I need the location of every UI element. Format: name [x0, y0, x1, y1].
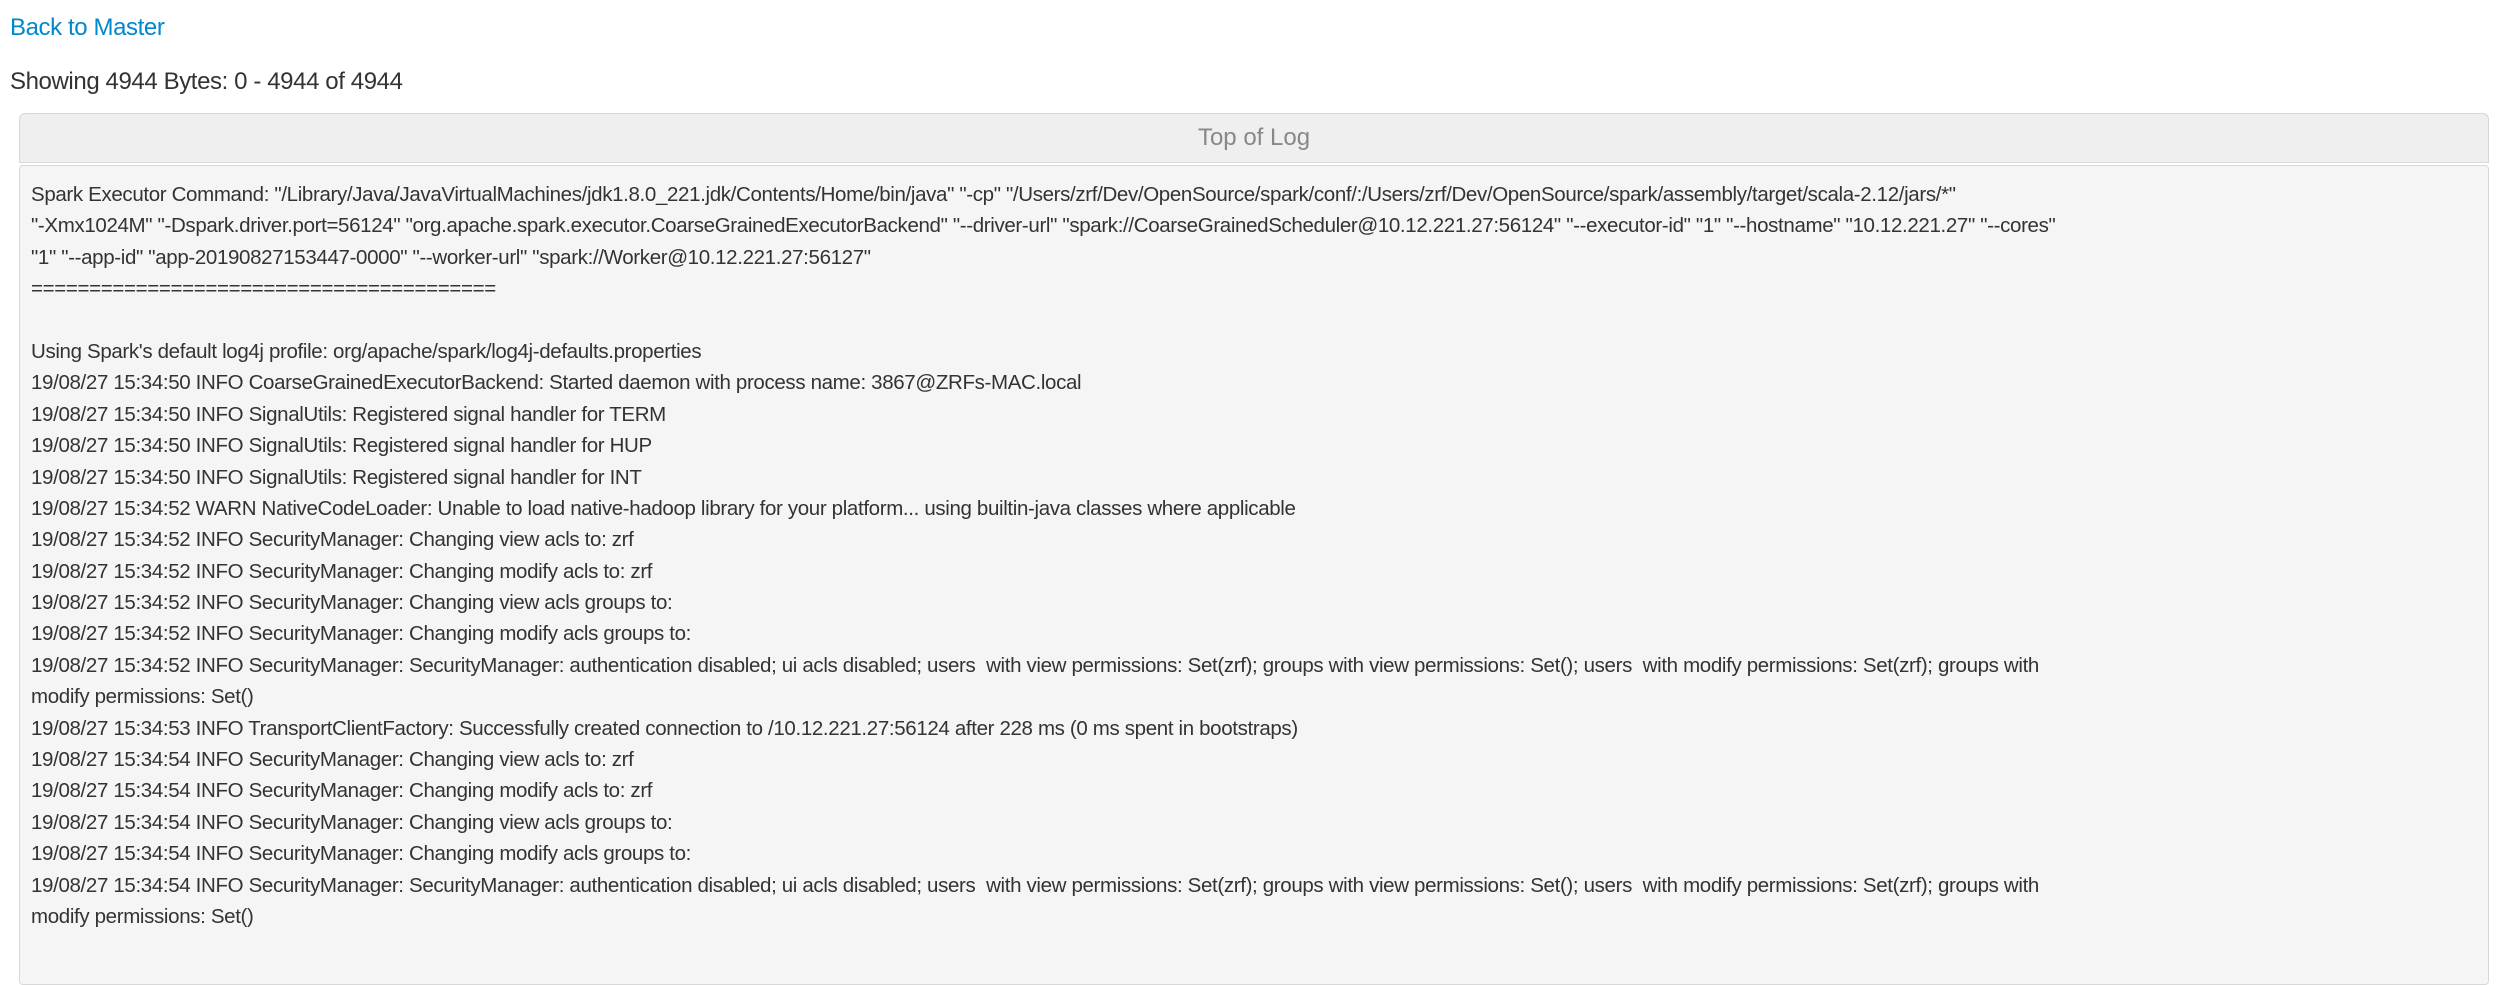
log-line: 19/08/27 15:34:50 INFO SignalUtils: Registered signal handler for HUP: [31, 434, 652, 458]
log-line: "-Xmx1024M" "-Dspark.driver.port=56124" "org.apache.spark.executor.CoarseGrainedExecutorBackend" "--driver-url" "spark://CoarseGrainedScheduler@10.12.221.27:56124" "--executor-id" "1" "--hostname" "10.12.221.27" "--cores": [31, 214, 2056, 238]
byte-range-status: Showing 4944 Bytes: 0 - 4944 of 4944: [10, 68, 403, 95]
log-line: 19/08/27 15:34:54 INFO SecurityManager: Changing modify acls groups to:: [31, 842, 697, 866]
top-of-log-button[interactable]: Top of Log: [19, 113, 2489, 163]
log-line: Using Spark's default log4j profile: org/apache/spark/log4j-defaults.properties: [31, 339, 702, 363]
log-line: modify permissions: Set(): [31, 685, 254, 709]
log-line: 19/08/27 15:34:52 INFO SecurityManager: Changing view acls groups to:: [31, 591, 678, 615]
log-line: 19/08/27 15:34:50 INFO SignalUtils: Registered signal handler for TERM: [31, 402, 666, 426]
back-to-master-link[interactable]: Back to Master: [10, 14, 165, 41]
log-line: 19/08/27 15:34:52 INFO SecurityManager: Changing modify acls to: zrf: [31, 559, 653, 583]
log-line: [31, 305, 2477, 336]
log-line: "1" "--app-id" "app-20190827153447-0000" "--worker-url" "spark://Worker@10.12.221.27:56127": [31, 245, 871, 269]
log-content: [19, 165, 2489, 985]
log-line: 19/08/27 15:34:54 INFO SecurityManager: SecurityManager: authentication disabled; ui acls disabled; users with view permissions: Set(zrf); groups with view permissions: Set(); users with modify permissions: Set(zrf); groups with: [31, 873, 2039, 897]
log-line: 19/08/27 15:34:52 INFO SecurityManager: Changing modify acls groups to:: [31, 622, 697, 646]
log-line: 19/08/27 15:34:52 INFO SecurityManager: Changing view acls to: zrf: [31, 528, 634, 552]
log-line: 19/08/27 15:34:54 INFO SecurityManager: Changing view acls to: zrf: [31, 748, 634, 772]
log-line: 19/08/27 15:34:52 WARN NativeCodeLoader: Unable to load native-hadoop library for your platform... using builtin-java classes where applicable: [31, 496, 1296, 520]
log-line: 19/08/27 15:34:54 INFO SecurityManager: Changing modify acls to: zrf: [31, 779, 653, 803]
log-line: Spark Executor Command: "/Library/Java/JavaVirtualMachines/jdk1.8.0_221.jdk/Contents/Home/bin/java" "-cp" "/Users/zrf/Dev/OpenSource/spark/conf/:/Users/zrf/Dev/OpenSource/spark/assembly/target/scala-2.12/jars/*": [31, 183, 1956, 206]
log-line: 19/08/27 15:34:50 INFO CoarseGrainedExecutorBackend: Started daemon with process name: 3867@ZRFs-MAC.local: [31, 371, 1082, 395]
log-line: modify permissions: Set(): [31, 904, 254, 928]
log-line: 19/08/27 15:34:53 INFO TransportClientFactory: Successfully created connection to /10.12.221.27:56124 after 228 ms (0 ms spent in bootstraps): [31, 716, 1298, 740]
log-line: 19/08/27 15:34:54 INFO SecurityManager: Changing view acls groups to:: [31, 810, 678, 834]
log-line: 19/08/27 15:34:50 INFO SignalUtils: Registered signal handler for INT: [31, 465, 642, 489]
log-line: 19/08/27 15:34:52 INFO SecurityManager: SecurityManager: authentication disabled; ui acls disabled; users with view permissions: Set(zrf); groups with view permissions: Set(); users with modify permissions: Set(zrf); groups with: [31, 653, 2039, 677]
log-line: ========================================: [31, 277, 496, 301]
